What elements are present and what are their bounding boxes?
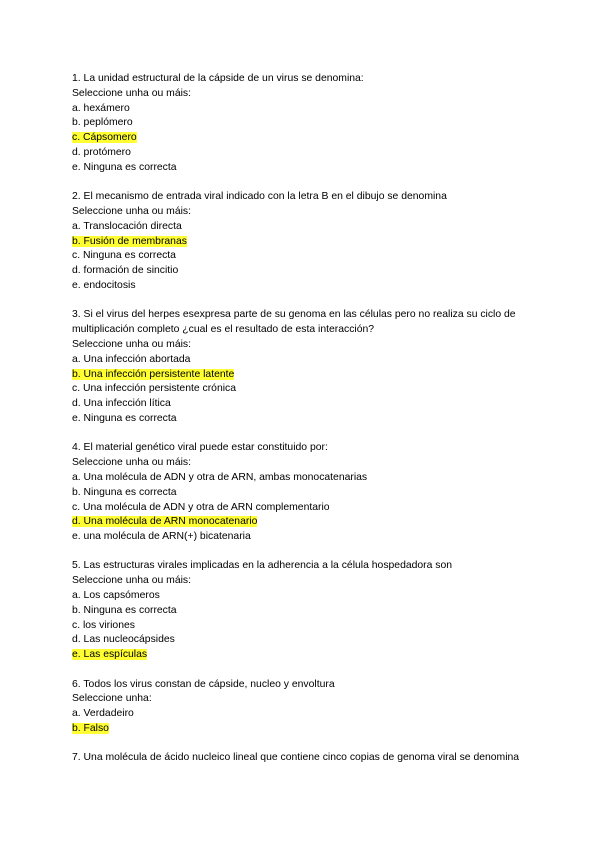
answer-option	[72, 368, 542, 383]
answer-option	[72, 131, 542, 146]
answer-option	[72, 161, 542, 176]
highlighted-answer-text: c. Cápsomero	[72, 132, 137, 144]
answer-text: a. Los capsómeros	[72, 590, 160, 602]
answer-option	[72, 530, 542, 545]
answer-option	[72, 589, 542, 604]
question-instruction: Seleccione unha ou máis:	[72, 87, 191, 99]
answer-option	[72, 353, 542, 368]
answer-text: e. Ninguna es correcta	[72, 161, 177, 173]
answer-option	[72, 235, 542, 250]
answer-option	[72, 515, 542, 530]
question-stem: 1. La unidad estructural de la cápside de un virus se denomina:	[72, 73, 364, 84]
answer-text: b. Ninguna es correcta	[72, 604, 177, 616]
answer-option	[72, 604, 542, 619]
question-4	[72, 441, 542, 545]
highlighted-answer-text: e. Las espículas	[72, 649, 148, 661]
highlighted-answer-text: b. Una infección persistente latente	[72, 368, 235, 380]
answer-text: c. Ninguna es correcta	[72, 250, 176, 262]
question-3	[72, 308, 542, 426]
answer-option	[72, 382, 542, 397]
answer-text: e. endocitosis	[72, 279, 136, 291]
question-stem: 5. Las estructuras virales implicadas en la adherencia a la célula hospedadora son	[72, 560, 453, 572]
answer-text: d. protómero	[72, 146, 131, 158]
highlighted-answer-text: b. Fusión de membranas	[72, 235, 187, 247]
document-page	[72, 72, 542, 781]
answer-option	[72, 220, 542, 235]
answer-option	[72, 146, 542, 161]
question-stem: 7. Una molécula de ácido nucleico lineal que contiene cinco copias de genoma viral se denomina	[72, 752, 520, 764]
answer-option	[72, 648, 542, 663]
answer-text: a. Verdadeiro	[72, 708, 134, 720]
answer-text: a. hexámero	[72, 102, 130, 114]
question-instruction: Seleccione unha ou máis:	[72, 575, 191, 587]
answer-text: e. Ninguna es correcta	[72, 412, 177, 424]
answer-option	[72, 412, 542, 427]
highlighted-answer-text: d. Una molécula de ARN monocatenario	[72, 516, 258, 528]
answer-text: c. Una infección persistente crónica	[72, 383, 237, 395]
question-7	[72, 751, 542, 766]
answer-option	[72, 619, 542, 634]
answer-text: e. una molécula de ARN(+) bicatenaria	[72, 531, 251, 543]
answer-option	[72, 501, 542, 516]
answer-option	[72, 722, 542, 737]
question-stem: 4. El material genético viral puede estar constituido por:	[72, 442, 328, 454]
answer-option	[72, 707, 542, 722]
question-2	[72, 190, 542, 294]
question-instruction: Seleccione unha ou máis:	[72, 205, 191, 217]
answer-text: d. formación de sincitio	[72, 265, 179, 277]
question-stem: 2. El mecanismo de entrada viral indicado con la letra B en el dibujo se denomina	[72, 191, 447, 203]
question-stem: 3. Si el virus del herpes esexpresa parte de su genoma en las células pero no realiza su ciclo de multiplicación completo ¿cual es el resultado de esta interacción?	[72, 309, 516, 336]
answer-option	[72, 633, 542, 648]
answer-text: a. Translocación directa	[72, 220, 182, 232]
answer-text: d. Las nucleocápsides	[72, 634, 175, 646]
answer-option	[72, 486, 542, 501]
answer-option	[72, 249, 542, 264]
answer-option	[72, 116, 542, 131]
highlighted-answer-text: b. Falso	[72, 723, 109, 735]
answer-option	[72, 279, 542, 294]
answer-text: c. Una molécula de ADN y otra de ARN complementario	[72, 501, 330, 513]
question-6	[72, 678, 542, 737]
question-1	[72, 72, 542, 176]
question-instruction: Seleccione unha ou máis:	[72, 338, 191, 350]
answer-text: b. Ninguna es correcta	[72, 486, 177, 498]
answer-text: a. Una molécula de ADN y otra de ARN, ambas monocatenarias	[72, 471, 368, 483]
question-stem: 6. Todos los virus constan de cápside, nucleo y envoltura	[72, 678, 335, 690]
question-instruction: Seleccione unha:	[72, 693, 152, 705]
answer-text: c. los viriones	[72, 619, 135, 631]
answer-option	[72, 471, 542, 486]
answer-option	[72, 102, 542, 117]
question-instruction: Seleccione unha ou máis:	[72, 457, 191, 469]
answer-text: a. Una infección abortada	[72, 353, 191, 365]
answer-text: b. peplómero	[72, 117, 133, 129]
question-5	[72, 559, 542, 663]
answer-option	[72, 397, 542, 412]
answer-option	[72, 264, 542, 279]
answer-text: d. Una infección lítica	[72, 398, 171, 410]
